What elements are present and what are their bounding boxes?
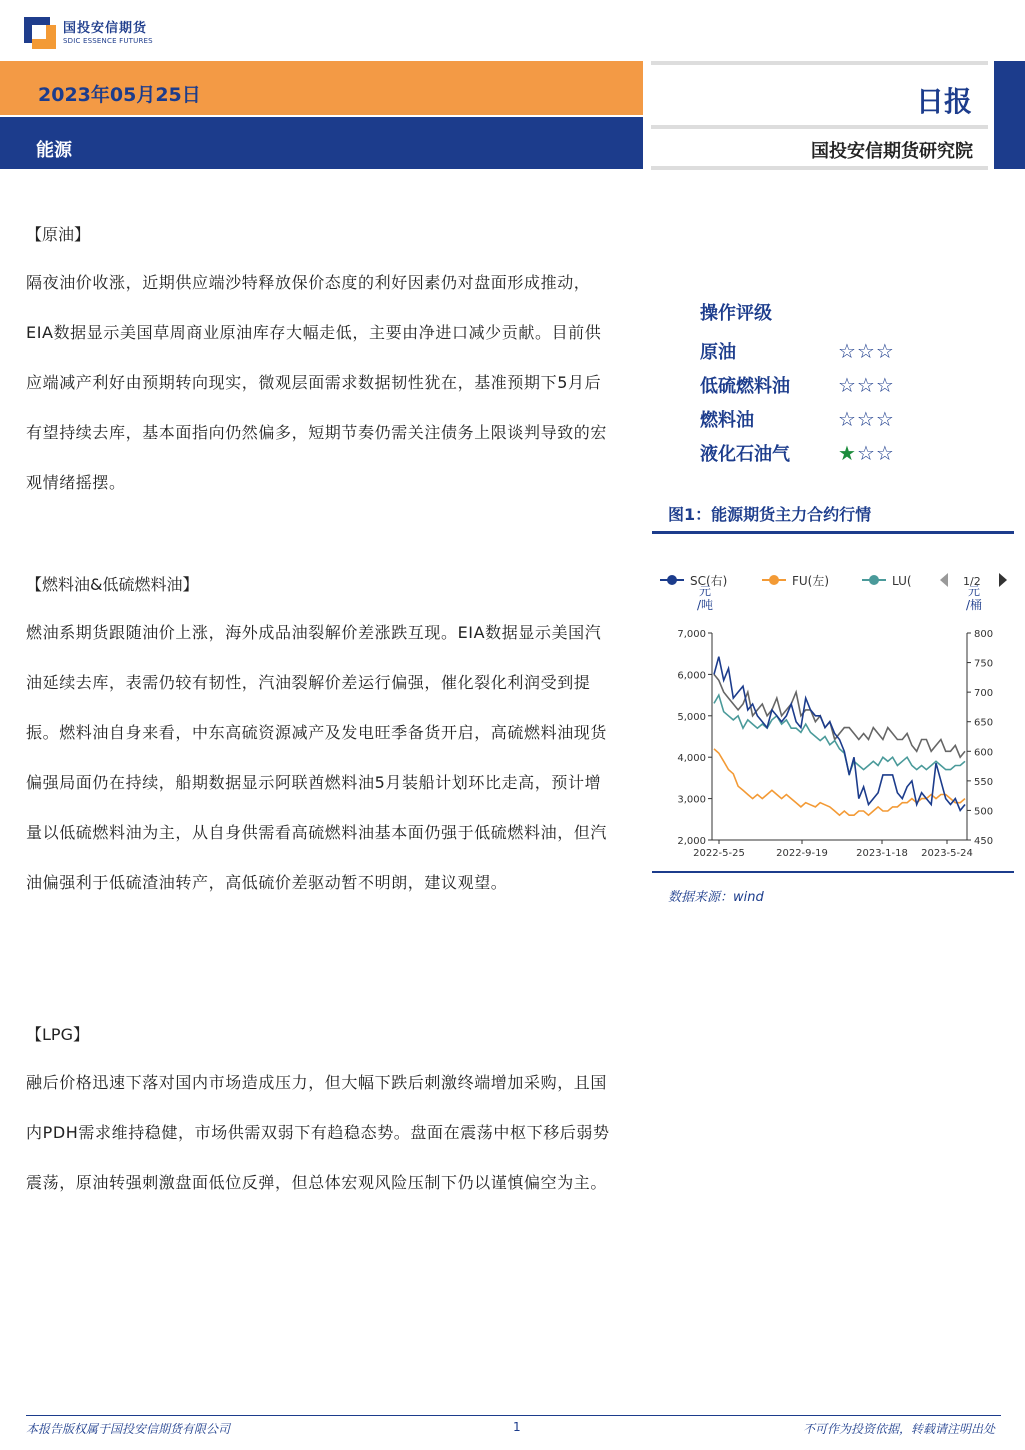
data-source: 数据来源：wind bbox=[668, 890, 764, 905]
logo-icon bbox=[24, 17, 56, 49]
rating-row bbox=[700, 436, 895, 470]
right-tick-label: 650 bbox=[974, 717, 994, 729]
right-tick-label: 550 bbox=[974, 776, 994, 788]
series-line-gray bbox=[714, 674, 965, 757]
legend-marker bbox=[869, 575, 879, 585]
report-type: 日报 bbox=[916, 85, 973, 118]
company-logo bbox=[24, 17, 153, 49]
legend-label: SC(右) bbox=[690, 574, 728, 588]
x-tick-label: 2022-5-25 bbox=[693, 848, 745, 859]
figure-divider bbox=[652, 871, 1014, 873]
chart-svg bbox=[652, 560, 1014, 870]
left-tick-label: 5,000 bbox=[677, 711, 706, 723]
rating-label: 低硫燃料油 bbox=[700, 376, 790, 397]
x-tick-label: 2023-5-24 bbox=[921, 848, 973, 859]
right-tick-label: 500 bbox=[974, 806, 994, 818]
x-tick-label: 2022-9-19 bbox=[776, 848, 828, 859]
right-axis-unit: /桶 bbox=[966, 598, 983, 612]
left-axis-unit: /吨 bbox=[697, 598, 714, 612]
legend-label: LU( bbox=[892, 574, 912, 588]
logo-name-cn: 国投安信期货 bbox=[63, 20, 148, 36]
rating-row bbox=[700, 334, 895, 368]
right-tick-label: 450 bbox=[974, 836, 994, 847]
rating-label: 原油 bbox=[700, 342, 736, 363]
article-heading-fuel-oil: 【燃料油&低硫燃料油】 bbox=[26, 575, 199, 594]
left-tick-label: 6,000 bbox=[677, 670, 706, 682]
legend-marker bbox=[667, 575, 677, 585]
divider bbox=[651, 125, 988, 129]
rating-panel bbox=[700, 300, 895, 470]
legend-label: FU(左) bbox=[792, 574, 830, 588]
star-rating-icon: ☆☆☆ bbox=[838, 339, 895, 363]
rating-title: 操作评级 bbox=[700, 303, 772, 324]
next-page-icon bbox=[999, 573, 1007, 587]
divider bbox=[651, 61, 988, 65]
right-axis-unit: 元 bbox=[968, 584, 981, 598]
logo-name-en: SDIC ESSENCE FUTURES bbox=[63, 36, 153, 45]
article-body-crude: 隔夜油价收涨，近期供应端沙特释放保价态度的利好因素仍对盘面形成推动，EIA数据显示美国草周商业原油库存大幅走低，主要由净进口减少贡献。目前供应端减产利好由预期转向现实，微观层面需求数据韧性犹在，基准预期下5月后有望持续去库，基本面指向仍然偏多，短期节奏仍需关注债务上限谈判导致的宏观情绪摇摆。 bbox=[26, 273, 608, 492]
series-line-fu bbox=[714, 749, 965, 815]
rating-row bbox=[700, 402, 895, 436]
article-heading-crude: 【原油】 bbox=[26, 225, 91, 244]
section-banner bbox=[0, 117, 643, 169]
star-rating-icon: ☆☆☆ bbox=[838, 407, 895, 431]
right-tick-label: 600 bbox=[974, 747, 994, 759]
legend-page: 1/2 bbox=[963, 575, 981, 588]
legend-marker bbox=[769, 575, 779, 585]
copyright-notice: 本报告版权属于国投安信期货有限公司 bbox=[26, 1422, 231, 1436]
divider bbox=[651, 166, 988, 170]
right-tick-label: 800 bbox=[974, 629, 994, 640]
rating-row bbox=[700, 368, 895, 402]
report-date: 2023年05月25日 bbox=[38, 84, 201, 106]
disclaimer: 不可作为投资依据，转载请注明出处 bbox=[802, 1422, 995, 1436]
right-tick-label: 750 bbox=[974, 658, 994, 670]
article-body-lpg: 融后价格迅速下落对国内市场造成压力，但大幅下跌后刺激终端增加采购，且国内PDH需求维持稳健，市场供需双弱下有趋稳态势。盘面在震荡中枢下移后弱势震荡，原油转强刺激盘面低位反弹，但总体宏观风险压制下仍以谨慎偏空为主。 bbox=[26, 1073, 610, 1192]
left-tick-label: 7,000 bbox=[677, 629, 706, 640]
article-body-fuel-oil: 燃油系期货跟随油价上涨，海外成品油裂解价差涨跌互现。EIA数据显示美国汽油延续去库，表需仍较有韧性，汽油裂解价差运行偏强，催化裂化利润受到提振。燃料油自身来看，中东高硫资源减产及发电旺季备货开启，高硫燃料油现货偏强局面仍在持续，船期数据显示阿联酋燃料油5月装船计划环比走高，预计增量以低硫燃料油为主，从自身供需看高硫燃料油基本面仍强于低硫燃料油，但汽油偏强利于低硫渣油转产，高低硫价差驱动暂不明朗，建议观望。 bbox=[26, 623, 608, 892]
figure-title: 图1：能源期货主力合约行情 bbox=[668, 505, 872, 524]
article-heading-lpg: 【LPG】 bbox=[26, 1025, 89, 1044]
left-tick-label: 4,000 bbox=[677, 753, 706, 765]
page-number: 1 bbox=[513, 1420, 521, 1434]
figure-divider bbox=[652, 531, 1014, 534]
institute-name: 国投安信期货研究院 bbox=[811, 141, 973, 162]
section-name: 能源 bbox=[36, 140, 72, 161]
header-accent bbox=[994, 61, 1025, 169]
rating-label: 液化石油气 bbox=[700, 444, 790, 465]
left-axis-unit: 元 bbox=[699, 584, 712, 598]
left-tick-label: 2,000 bbox=[677, 836, 706, 847]
star-rating-icon: ☆☆☆ bbox=[838, 373, 895, 397]
rating-label: 燃料油 bbox=[700, 410, 754, 431]
x-tick-label: 2023-1-18 bbox=[856, 848, 908, 859]
left-tick-label: 3,000 bbox=[677, 794, 706, 806]
price-chart bbox=[652, 560, 1014, 870]
prev-page-icon bbox=[940, 573, 948, 587]
star-rating-icon: ★☆☆ bbox=[838, 441, 895, 465]
footer-divider bbox=[26, 1415, 1001, 1416]
right-tick-label: 700 bbox=[974, 688, 994, 700]
